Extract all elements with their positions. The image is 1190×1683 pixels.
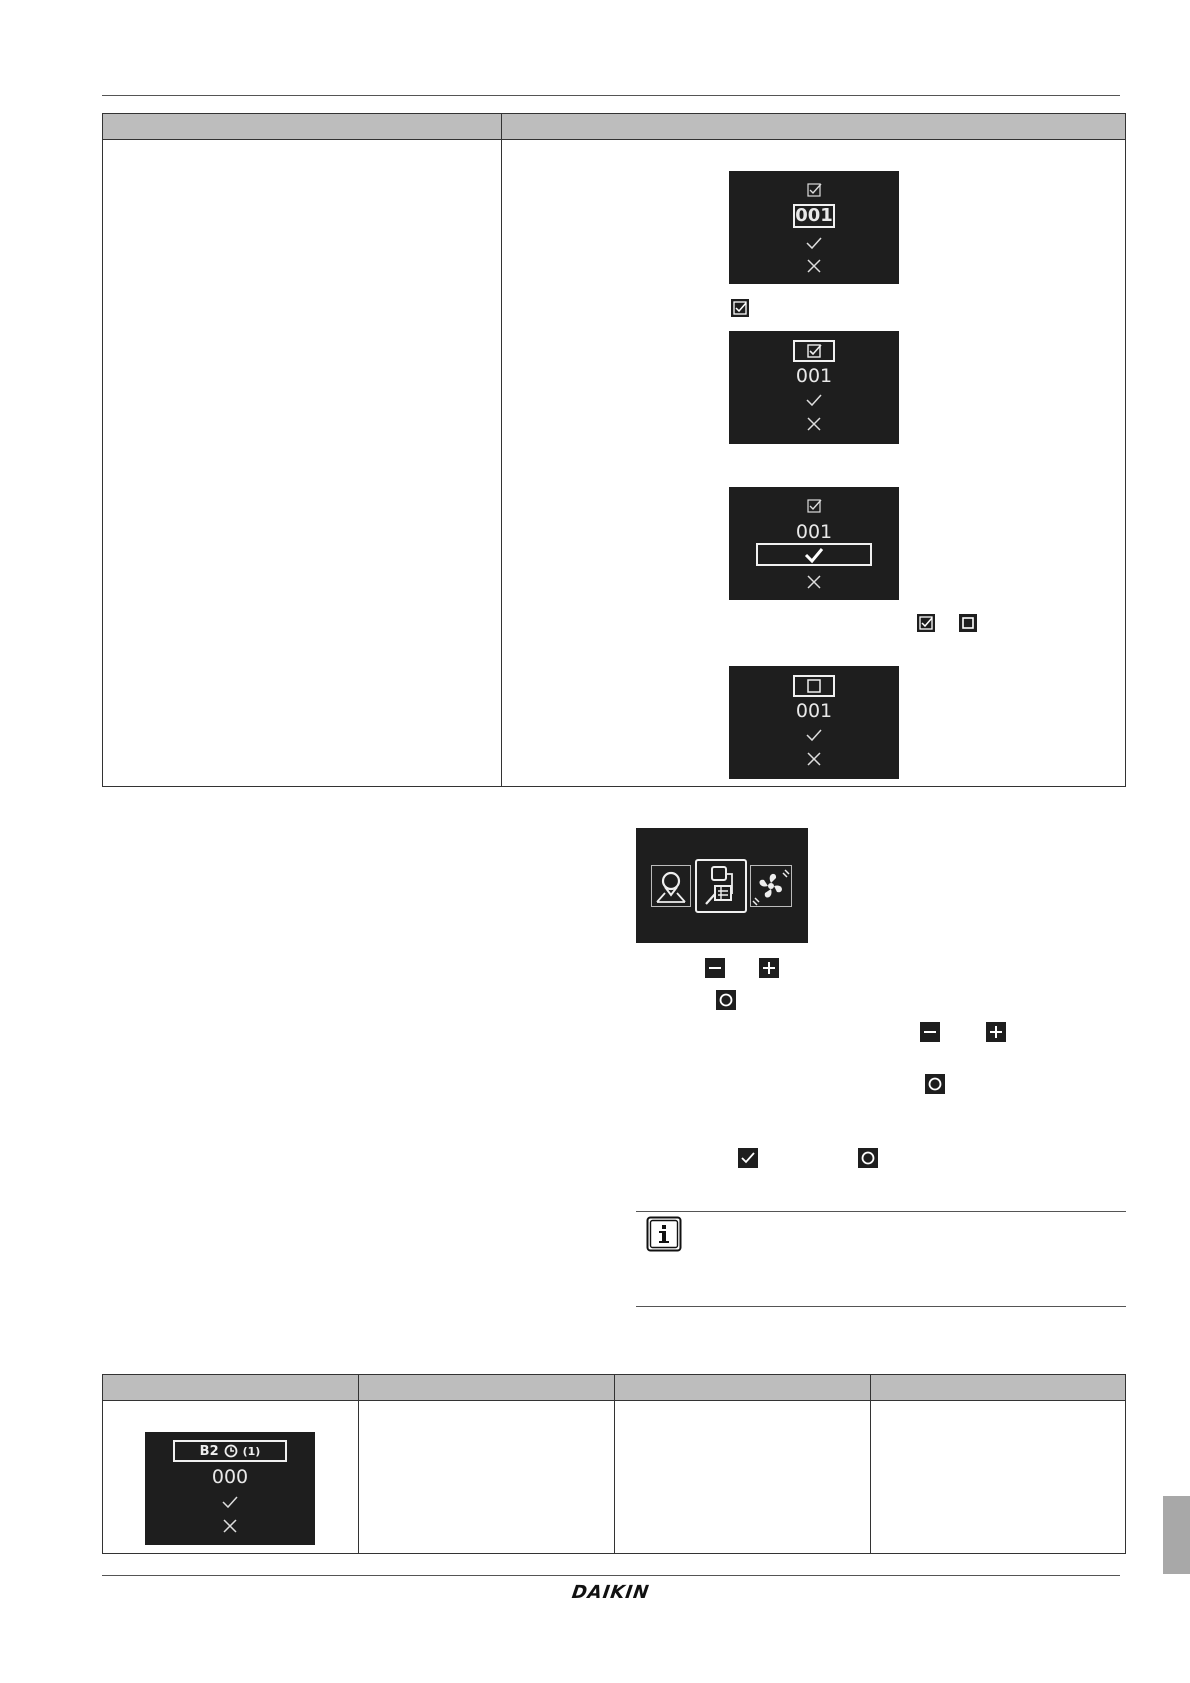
screen-value: 000: [211, 1466, 249, 1488]
section-tab-marker: [1163, 1496, 1190, 1574]
plus-button-icon: [986, 1022, 1006, 1042]
controller-screen-checkbox-unchecked: [729, 666, 899, 779]
procedure-table-divider: [501, 114, 502, 786]
controller-screen-checkbox-selected: [729, 331, 899, 444]
procedure-table: [102, 113, 1126, 787]
checkmark-button-icon: [738, 1148, 758, 1168]
minus-button-icon: [920, 1022, 940, 1042]
controller-screen-value-selected: [729, 171, 899, 284]
screen-value: 001: [795, 521, 833, 543]
settings-table-divider: [870, 1375, 871, 1553]
controller-screen-b2-setting: [145, 1432, 315, 1545]
setting-index: (1): [242, 1444, 261, 1458]
screen-header-row: [173, 1440, 287, 1462]
ok-button-icon: [716, 990, 736, 1010]
cross-icon: [729, 751, 899, 769]
checkbox-checked-icon: [730, 298, 750, 318]
footer-rule: [102, 1575, 1120, 1576]
settings-table-divider: [358, 1375, 359, 1553]
checkbox-empty-icon: [958, 613, 978, 633]
checkmark-icon: [729, 392, 899, 408]
checkbox-checked-icon: [729, 498, 899, 514]
plus-button-icon: [759, 958, 779, 978]
info-note-bottom-rule: [636, 1306, 1126, 1307]
setting-code: B2: [199, 1443, 219, 1459]
checkmark-icon: [145, 1494, 315, 1510]
procedure-table-header: [103, 114, 1125, 140]
info-note-top-rule: [636, 1211, 1126, 1212]
ok-button-icon: [858, 1148, 878, 1168]
checkbox-checked-icon: [729, 343, 899, 359]
screen-value: 001: [795, 700, 833, 722]
info-icon: [646, 1216, 682, 1252]
cross-icon: [145, 1518, 315, 1536]
cross-icon: [729, 416, 899, 434]
setup-icon: [701, 864, 741, 908]
cross-icon: [729, 574, 899, 592]
fan-swing-icon: [750, 865, 792, 907]
checkbox-checked-icon: [916, 613, 936, 633]
checkmark-icon: [729, 235, 899, 251]
checkmark-icon: [729, 727, 899, 743]
minus-button-icon: [705, 958, 725, 978]
controller-menu-screen: [636, 828, 808, 943]
clock-icon: [224, 1444, 238, 1458]
ok-button-icon: [925, 1074, 945, 1094]
screen-value: 001: [795, 205, 833, 226]
controller-screen-confirm-selected: [729, 487, 899, 600]
screen-value: 001: [795, 365, 833, 387]
location-icon: [651, 865, 691, 907]
cross-icon: [729, 258, 899, 276]
daikin-logo: DAIKIN: [570, 1582, 651, 1603]
checkbox-checked-icon: [729, 182, 899, 198]
settings-table-divider: [614, 1375, 615, 1553]
checkmark-icon: [729, 546, 899, 564]
header-rule: [102, 95, 1120, 96]
checkbox-empty-icon: [729, 678, 899, 694]
